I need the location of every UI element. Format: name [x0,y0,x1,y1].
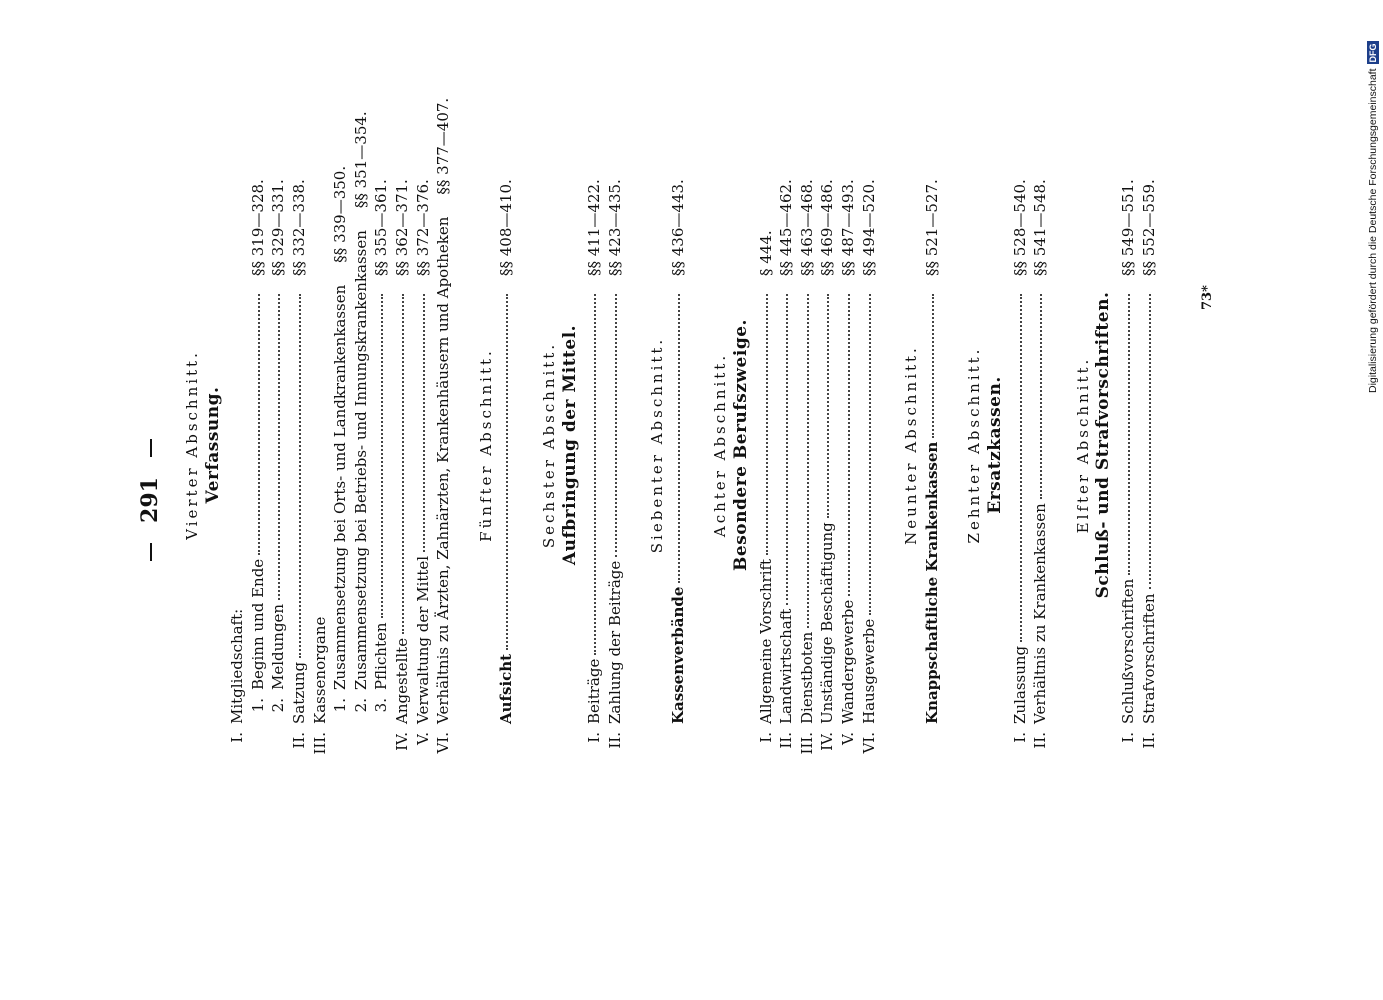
section-title: Aufsicht [497,653,516,724]
leader-dots [380,294,383,618]
row-label: Zulassung [1010,645,1029,724]
leader-dots [1148,294,1151,590]
paragraph-range: §§ 372—376. [413,179,432,276]
section-heading: Elfter Abschnitt. [1073,356,1092,534]
row-number: III. [310,732,329,755]
section-title: Verfassung. [202,386,223,504]
section-heading: Siebenter Abschnitt. [648,336,667,554]
leader-dots [614,294,617,557]
row-label: Allgemeine Vorschrift [756,558,775,724]
row-number: VI. [859,732,878,754]
paragraph-range: §§ 494—520. [859,179,878,276]
section-heading: Sechster Abschnitt. [539,341,558,549]
row-label: Verhältnis zu Krankenkassen [1031,503,1050,724]
row-number: I. [1118,732,1137,743]
paragraph-range: §§ 541—548. [1031,179,1050,276]
toc-row [268,100,289,790]
paragraph-range: §§ 552—559. [1139,179,1158,276]
leader-dots [931,294,934,438]
row-number: II. [1139,732,1158,749]
toc-row [838,100,859,790]
row-label: Angestellte [392,637,411,724]
toc-row [1010,100,1031,790]
toc-row [227,100,248,790]
row-label: Beiträge [585,658,604,724]
leader-dots [847,294,850,596]
paragraph-range: §§ 339—350. [331,165,350,263]
row-label: Zahlung der Beiträge [605,560,624,724]
paragraph-range: §§ 423—435. [605,179,624,276]
row-number: 2. [269,698,288,713]
row-number: II. [289,732,308,749]
row-number: 2. [351,698,370,713]
section-heading: Fünfter Abschnitt. [476,348,495,542]
toc-row [922,100,943,790]
row-label: Unständige Beschäftigung [818,522,837,724]
toc-row [584,100,605,790]
row-number: II. [777,732,796,749]
section-heading: Neunter Abschnitt. [902,345,921,545]
toc-row [289,100,310,790]
leader-dots [298,294,301,658]
row-label: Landwirtschaft [777,608,796,724]
digitization-credit [1366,8,1380,393]
paragraph-range: §§ 463—468. [797,179,816,276]
row-label: Strafvorschriften [1139,593,1158,724]
row-label: Wandergewerbe [839,599,858,724]
digitization-note: Digitalisierung gefördert durch die Deutsche Forschungsgemeinschaft [1367,68,1379,393]
row-label: Kassenorgane [310,616,329,724]
section-title: Knappschaftliche Krankenkassen [922,441,941,724]
toc-row [310,100,331,790]
leader-dots [765,294,768,555]
page-header [130,0,170,1000]
toc-row [392,100,413,790]
section-title: Besondere Berufszweige. [731,319,752,571]
row-number: V. [413,732,432,745]
signature-mark: 73* [1200,285,1215,310]
toc-row [1118,100,1139,790]
toc-row [330,100,351,790]
leader-dots [1019,294,1022,642]
paragraph-range: §§ 408—410. [497,179,516,276]
toc-row [668,100,689,790]
toc-row [1139,100,1160,790]
leader-dots [806,294,809,628]
leader-dots [593,294,596,655]
leader-dots [401,294,404,634]
paragraph-range: §§ 469—486. [818,179,837,276]
toc-row [413,100,434,790]
row-number: I. [228,732,247,743]
row-label: Verwaltung der Mittel [413,555,432,724]
row-number: I. [1010,732,1029,743]
row-label: Zusammensetzung bei Betriebs- und Innungskrankenkassen [351,230,370,690]
row-number: 1. [331,698,350,713]
row-number: II. [605,732,624,749]
row-label: Zusammensetzung bei Orts- und Landkrankenkassen [331,284,350,690]
leader-dots [1039,294,1042,499]
row-label: Verhältnis zu Ärzten, Zahnärzten, Krankenhäusern und Apotheken [434,216,453,724]
toc-row [605,100,626,790]
toc-row [248,100,269,790]
section-heading: Achter Abschnitt. [711,352,730,538]
row-label: Hausgewerbe [859,618,878,724]
row-label: Schlußvorschriften [1118,578,1137,724]
paragraph-range: §§ 487—493. [839,179,858,276]
paragraph-range: §§ 329—331. [269,179,288,276]
paragraph-range: §§ 436—443. [668,179,687,276]
table-of-contents [182,97,1159,790]
paragraph-range: §§ 332—338. [289,179,308,276]
row-number: III. [797,732,816,755]
row-label: Dienstboten [797,631,816,724]
toc-row [817,100,838,790]
row-number: IV. [392,732,411,751]
row-number: II. [1031,732,1050,749]
toc-row [1030,100,1051,790]
section-title: Aufbringung der Mittel. [559,324,580,566]
paragraph-range: §§ 319—328. [248,179,267,276]
toc-row [776,100,797,790]
leader-dots [505,294,508,650]
row-number: 3. [372,698,391,713]
row-number: I. [585,732,604,743]
paragraph-range: §§ 528—540. [1010,179,1029,276]
header-dash-left [150,543,152,561]
row-label: Mitgliedschaft: [228,608,247,724]
row-label: Pflichten [372,622,391,690]
dfg-logo: DFG [1368,43,1378,63]
page-number: 291 [137,477,163,523]
row-label: Meldungen [269,603,288,690]
paragraph-range: §§ 355—361. [372,179,391,276]
paragraph-range: §§ 549—551. [1118,179,1137,276]
row-label: Satzung [289,661,308,724]
row-number: 1. [248,698,267,713]
leader-dots [422,294,425,552]
paragraph-range: § 444. [756,230,775,276]
leader-dots [257,294,260,555]
section-heading: Vierter Abschnitt. [183,350,201,540]
leader-dots [677,294,680,583]
leader-dots [1127,294,1130,575]
leader-dots [785,294,788,605]
toc-row [756,100,777,790]
toc-row [371,100,392,790]
section-title: Schluß- und Strafvorschriften. [1093,291,1114,599]
toc-row [433,97,454,790]
section-title: Kassenverbände [668,586,687,724]
row-label: Beginn und Ende [248,558,267,690]
paragraph-range: §§ 362—371. [392,179,411,276]
row-number: IV. [818,732,837,751]
paragraph-range: §§ 377—407. [434,97,453,195]
document-page [130,0,1220,1000]
section-title: Ersatzkassen. [985,376,1005,514]
row-number: VI. [434,732,453,754]
row-number: I. [756,732,775,743]
toc-row [496,100,517,790]
paragraph-range: §§ 521—527. [922,179,941,276]
header-dash-right [150,439,152,457]
toc-row [797,100,818,790]
row-number: V. [839,732,858,745]
paragraph-range: §§ 411—422. [585,179,604,276]
paragraph-range: §§ 351—354. [351,111,370,209]
section-heading: Zehnter Abschnitt. [965,346,984,544]
paragraph-range: §§ 445—462. [777,179,796,276]
leader-dots [277,294,280,600]
leader-dots [868,294,871,615]
toc-row [351,100,372,790]
leader-dots [826,294,829,518]
toc-row [859,100,880,790]
